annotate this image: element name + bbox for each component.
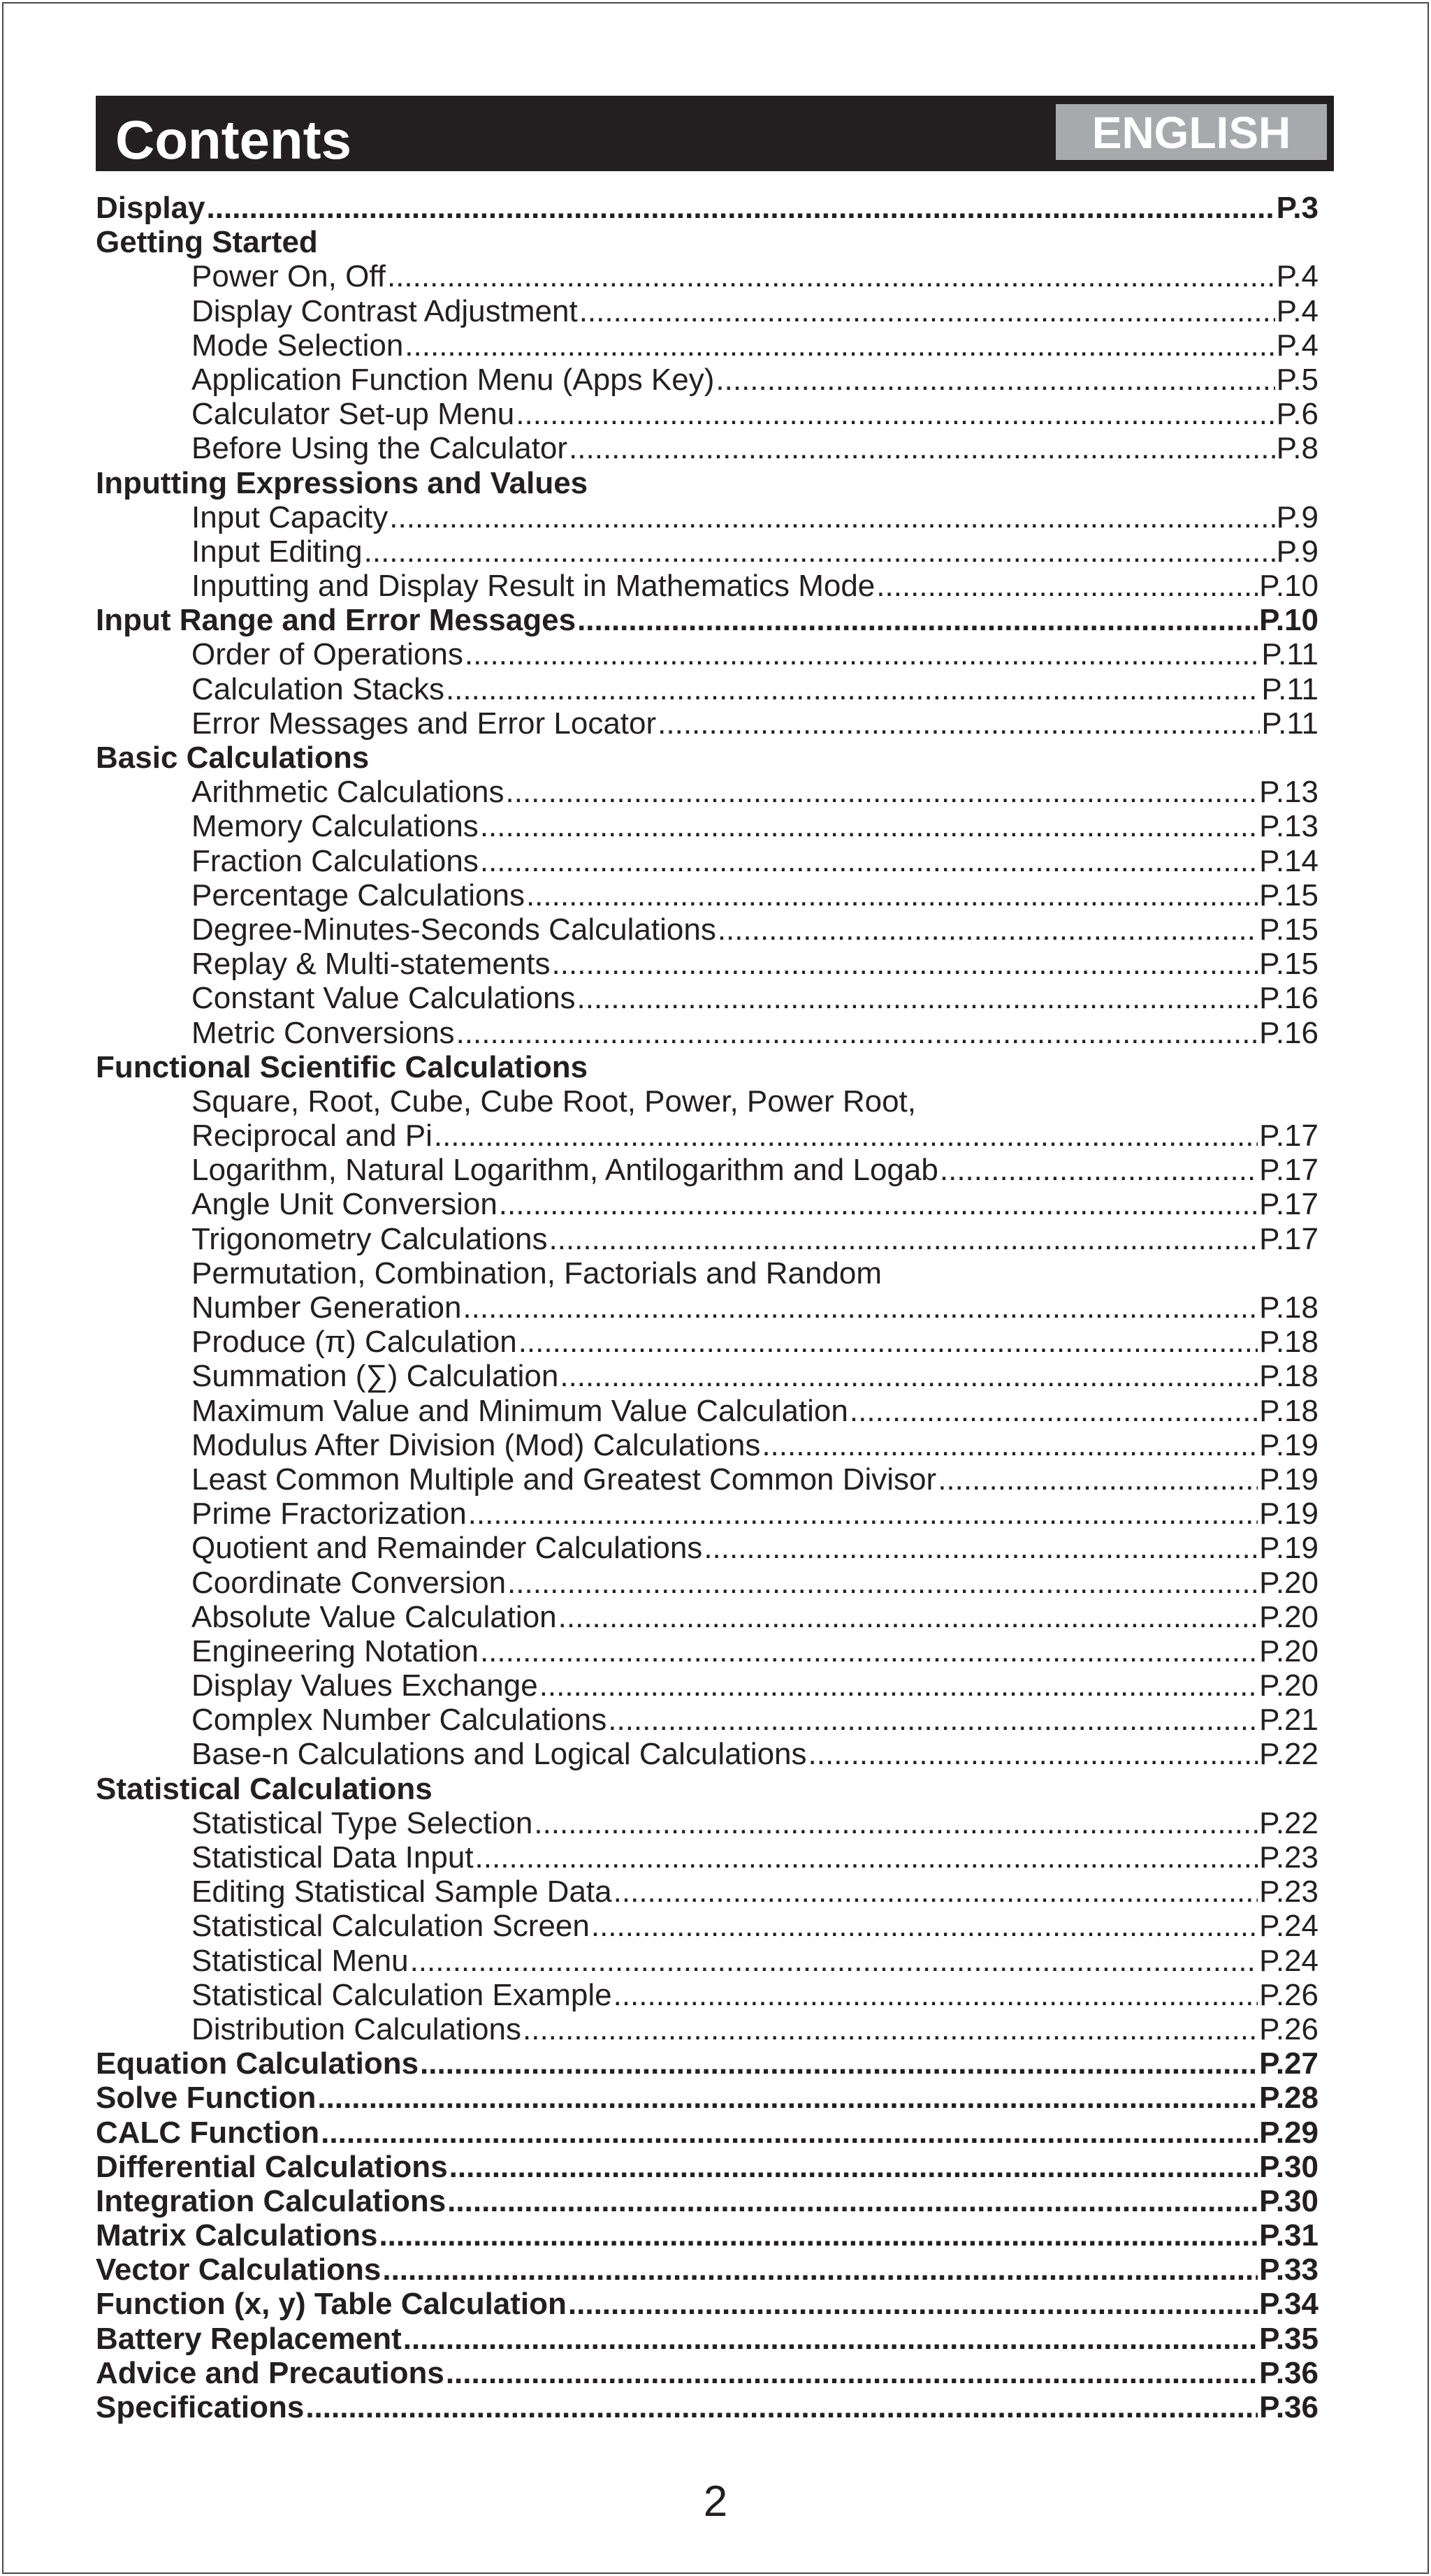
toc-entry	[96, 294, 1319, 328]
toc-entry-page: P.17	[1259, 1119, 1319, 1154]
toc-entry	[96, 1668, 1319, 1703]
toc-entry-page: P.11	[1261, 706, 1319, 741]
toc-entry	[96, 466, 1319, 500]
toc-entry-title: Permutation, Combination, Factorials and Random	[191, 1256, 882, 1290]
toc-entry	[96, 2184, 1319, 2218]
toc-entry-page: P.23	[1259, 1840, 1319, 1875]
toc-entry	[96, 328, 1319, 363]
dot-leader	[762, 1428, 1258, 1462]
toc-entry	[96, 1806, 1319, 1840]
dot-leader	[608, 1703, 1258, 1737]
toc-entry-title: Input Range and Error Messages	[96, 603, 576, 638]
toc-entry-page: P.26	[1259, 1977, 1319, 2012]
dot-leader	[718, 912, 1258, 947]
toc-entry-page: P.9	[1276, 534, 1319, 569]
dot-leader	[207, 191, 1275, 225]
toc-entry-title: Least Common Multiple and Greatest Common Divisor	[191, 1462, 937, 1497]
toc-entry	[96, 2322, 1319, 2356]
toc-entry-title: Statistical Calculation Screen	[191, 1909, 590, 1944]
toc-entry-title: Mode Selection	[191, 328, 404, 363]
toc-entry-page: P.17	[1259, 1153, 1319, 1188]
toc-entry-title: Error Messages and Error Locator	[191, 706, 657, 741]
toc-entry-title: Percentage Calculations	[191, 878, 525, 912]
toc-entry	[96, 397, 1319, 431]
dot-leader	[480, 1634, 1258, 1668]
toc-entry	[96, 259, 1319, 293]
toc-entry-title: CALC Function	[96, 2115, 320, 2150]
toc-entry-page: P.36	[1259, 2355, 1319, 2390]
toc-entry	[96, 947, 1319, 981]
toc-entry	[96, 672, 1319, 706]
toc-entry	[96, 1016, 1319, 1050]
toc-entry	[96, 981, 1319, 1015]
dot-leader	[558, 1600, 1258, 1634]
toc-entry-page: P.18	[1259, 1290, 1319, 1325]
dot-leader	[516, 397, 1274, 431]
toc-entry-title: Power On, Off	[191, 259, 386, 294]
toc-entry	[96, 1634, 1319, 1668]
dot-leader	[507, 1566, 1258, 1600]
toc-entry-title: Vector Calculations	[96, 2253, 382, 2287]
toc-entry	[96, 1737, 1319, 1771]
dot-leader	[526, 878, 1258, 912]
toc-entry	[96, 500, 1319, 534]
toc-entry-title: Coordinate Conversion	[191, 1565, 507, 1600]
toc-entry	[96, 569, 1319, 603]
toc-entry	[96, 2253, 1319, 2287]
toc-entry-title: Logarithm, Natural Logarithm, Antilogarithm and Log	[191, 1153, 904, 1188]
toc-entry-title: Display	[96, 191, 205, 225]
toc-entry	[96, 1256, 1319, 1290]
toc-entry-title: Statistical Calculation Example	[191, 1977, 612, 2012]
page-title: Contents	[115, 109, 351, 170]
toc-entry	[96, 637, 1319, 671]
toc-entry	[96, 1566, 1319, 1600]
toc-entry	[96, 2012, 1319, 2046]
toc-entry	[96, 1325, 1319, 1359]
toc-entry-page: P.19	[1259, 1462, 1319, 1497]
toc-entry	[96, 844, 1319, 878]
toc-entry	[96, 2150, 1319, 2184]
dot-leader	[403, 2322, 1258, 2356]
dot-leader	[523, 2012, 1258, 2046]
toc-entry	[96, 809, 1319, 843]
toc-entry-page: P.13	[1259, 775, 1319, 810]
toc-entry	[96, 431, 1319, 465]
toc-entry-title: Order of Operations	[191, 637, 463, 672]
toc-entry-title: Absolute Value Calculation	[191, 1599, 557, 1634]
toc-entry	[96, 1600, 1319, 1634]
toc-entry-title: Battery Replacement	[96, 2321, 402, 2356]
dot-leader	[658, 706, 1260, 741]
dot-leader	[506, 775, 1258, 809]
dot-leader	[468, 1497, 1258, 1531]
toc-entry-page: P.15	[1259, 878, 1319, 912]
toc-entry-title: Base-n Calculations and Logical Calculations	[191, 1737, 807, 1772]
toc-entry-page: P.9	[1276, 500, 1319, 534]
toc-entry-page: P.23	[1259, 1875, 1319, 1909]
toc-entry	[96, 1084, 1319, 1119]
toc-entry	[96, 2356, 1319, 2390]
toc-entry-title: Getting Started	[96, 225, 318, 260]
toc-entry-title: Function (x, y) Table Calculation	[96, 2287, 567, 2322]
toc-entry-title: Angle Unit Conversion	[191, 1187, 497, 1222]
contents-header	[96, 96, 1334, 171]
dot-leader	[716, 363, 1274, 397]
toc-entry-title: Statistical Calculations	[96, 1771, 433, 1806]
toc-entry-title: Quotient and Remainder Calculations	[191, 1531, 703, 1566]
toc-entry-title: Maximum Value and Minimum Value Calculation	[191, 1393, 848, 1428]
toc-entry-page: P.22	[1259, 1737, 1319, 1772]
toc-entry-page: P.10	[1259, 603, 1319, 638]
toc-entry	[96, 1909, 1319, 1943]
toc-entry	[96, 2218, 1319, 2253]
toc-entry	[96, 603, 1319, 637]
toc-entry-page: P.34	[1259, 2287, 1319, 2322]
dot-leader	[568, 2287, 1258, 2321]
toc-entry-title: Produce (π) Calculation	[191, 1325, 517, 1360]
toc-entry	[96, 1050, 1319, 1084]
toc-entry-title: Calculation Stacks	[191, 671, 444, 706]
toc-entry-title: Trigonometry Calculations	[191, 1221, 548, 1256]
toc-entry	[96, 1531, 1319, 1565]
dot-leader	[382, 2253, 1258, 2287]
toc-entry-page: P.15	[1259, 912, 1319, 947]
dot-leader	[410, 1944, 1258, 1978]
toc-entry	[96, 706, 1319, 741]
toc-entry-page: P.14	[1259, 843, 1319, 878]
toc-entry-page: P.4	[1276, 328, 1319, 363]
toc-entry-page: P.19	[1259, 1531, 1319, 1566]
toc-entry-page: P.18	[1259, 1359, 1319, 1394]
toc-entry-title: Display Contrast Adjustment	[191, 293, 578, 328]
toc-entry-page: P.4	[1276, 293, 1319, 328]
dot-leader	[434, 1119, 1258, 1153]
dot-leader	[465, 637, 1261, 671]
dot-leader	[560, 1359, 1258, 1393]
toc-entry-title: Integration Calculations	[96, 2183, 446, 2218]
toc-entry-page: P.10	[1259, 569, 1319, 604]
toc-entry-page: P.19	[1259, 1427, 1319, 1462]
dot-leader	[613, 1978, 1258, 2012]
dot-leader	[463, 1290, 1258, 1325]
toc-entry-title: Display Values Exchange	[191, 1668, 538, 1703]
toc-entry-title: Functional Scientific Calculations	[96, 1049, 588, 1084]
toc-entry-page: P.24	[1259, 1943, 1319, 1978]
toc-entry-page: P.24	[1259, 1909, 1319, 1944]
toc-entry	[96, 1497, 1319, 1531]
toc-entry-page: P.16	[1259, 1015, 1319, 1050]
toc-entry-page: P.20	[1259, 1668, 1319, 1703]
toc-entry	[96, 878, 1319, 912]
toc-entry	[96, 2287, 1319, 2321]
toc-entry-title: Statistical Type Selection	[191, 1805, 533, 1840]
toc-entry	[96, 1187, 1319, 1221]
toc-entry-title: Specifications	[96, 2390, 305, 2424]
toc-entry-title: Solve Function	[96, 2081, 317, 2116]
dot-leader	[447, 2184, 1258, 2218]
page-number: 2	[703, 2477, 728, 2526]
table-of-contents	[96, 191, 1319, 2424]
toc-entry	[96, 534, 1319, 569]
toc-entry-page: P.17	[1259, 1221, 1319, 1256]
toc-entry	[96, 225, 1319, 259]
dot-leader	[379, 2218, 1258, 2253]
toc-entry-page: P.5	[1276, 362, 1319, 397]
toc-entry-title: Before Using the Calculator	[191, 431, 568, 466]
toc-entry-page: P.3	[1276, 191, 1319, 225]
dot-leader	[317, 2081, 1258, 2115]
toc-entry-title: Square, Root, Cube, Cube Root, Power, Power Root,	[191, 1084, 917, 1119]
toc-entry	[96, 2081, 1319, 2115]
toc-entry-page: P.33	[1259, 2253, 1319, 2287]
toc-entry: Logarithm, Natural Logarithm, Antilogarithm and Log a b ..... P.17	[96, 1153, 1319, 1187]
toc-entry-page: P.15	[1259, 947, 1319, 982]
toc-entry-title: Distribution Calculations	[191, 2011, 521, 2046]
toc-entry-page: P.31	[1259, 2218, 1319, 2253]
dot-leader	[552, 947, 1258, 981]
dot-leader	[577, 981, 1258, 1015]
toc-entry	[96, 1462, 1319, 1497]
toc-entry-page: P.22	[1259, 1805, 1319, 1840]
toc-entry-title: Summation (∑) Calculation	[191, 1359, 559, 1394]
dot-leader	[850, 1394, 1258, 1428]
dot-leader	[591, 1909, 1258, 1943]
toc-entry-title: Fraction Calculations	[191, 843, 479, 878]
dot-leader	[305, 2390, 1258, 2424]
toc-entry-page: P.4	[1276, 259, 1319, 294]
toc-entry	[96, 1772, 1319, 1806]
dot-leader	[446, 2356, 1258, 2390]
dot-leader	[534, 1806, 1258, 1840]
toc-entry	[96, 1978, 1319, 2012]
toc-entry	[96, 363, 1319, 397]
toc-entry-page: P.16	[1259, 981, 1319, 1016]
toc-entry	[96, 1394, 1319, 1428]
toc-entry	[96, 1359, 1319, 1393]
toc-entry	[96, 741, 1319, 775]
dot-leader	[364, 534, 1275, 569]
dot-leader	[446, 672, 1260, 706]
toc-entry-page: P.13	[1259, 809, 1319, 844]
toc-entry-title: Matrix Calculations	[96, 2218, 378, 2253]
toc-entry	[96, 1222, 1319, 1256]
toc-entry-title: Degree-Minutes-Seconds Calculations	[191, 912, 716, 947]
toc-entry-page: P.20	[1259, 1565, 1319, 1600]
dot-leader	[704, 1531, 1258, 1565]
toc-entry-page: P.30	[1259, 2183, 1319, 2218]
toc-entry-title: Equation Calculations	[96, 2046, 419, 2081]
dot-leader	[420, 2046, 1258, 2081]
toc-entry	[96, 1840, 1319, 1875]
dot-leader	[579, 294, 1275, 328]
toc-entry-page: P.35	[1259, 2321, 1319, 2356]
toc-entry-page: P.8	[1276, 431, 1319, 466]
toc-entry	[96, 191, 1319, 225]
toc-entry	[96, 2046, 1319, 2081]
toc-entry-page: P.18	[1259, 1393, 1319, 1428]
toc-entry-title: Arithmetic Calculations	[191, 775, 504, 810]
toc-entry-title: Advice and Precautions	[96, 2355, 444, 2390]
toc-entry-page: P.18	[1259, 1325, 1319, 1360]
toc-entry	[96, 1875, 1319, 1909]
toc-entry-title: Input Capacity	[191, 500, 388, 534]
toc-entry-page: P.27	[1259, 2046, 1319, 2081]
toc-entry-page: P.29	[1259, 2115, 1319, 2150]
dot-leader	[518, 1325, 1258, 1359]
toc-entry-page: P.20	[1259, 1599, 1319, 1634]
toc-entry	[96, 1944, 1319, 1978]
toc-entry-page: P.20	[1259, 1633, 1319, 1668]
toc-entry-title: Metric Conversions	[191, 1015, 455, 1050]
toc-entry	[96, 2116, 1319, 2150]
dot-leader	[569, 431, 1275, 465]
toc-entry-title: Inputting and Display Result in Mathematics Mode	[191, 569, 876, 604]
dot-leader	[456, 1016, 1258, 1050]
dot-leader	[389, 500, 1274, 534]
toc-entry-title: Inputting Expressions and Values	[96, 465, 588, 500]
toc-entry-title: Engineering Notation	[191, 1633, 479, 1668]
dot-leader	[940, 1153, 1258, 1187]
toc-entry-title: Memory Calculations	[191, 809, 479, 844]
toc-entry	[96, 1290, 1319, 1325]
dot-leader	[405, 328, 1274, 363]
toc-entry-title: Prime Fractorization	[191, 1497, 467, 1531]
toc-entry-page: P.30	[1259, 2149, 1319, 2184]
toc-entry-title: Calculator Set-up Menu	[191, 397, 515, 432]
toc-entry-title: Number Generation	[191, 1290, 462, 1325]
toc-entry-page: P.21	[1259, 1703, 1319, 1738]
toc-entry	[96, 1428, 1319, 1462]
toc-entry	[96, 1119, 1319, 1153]
toc-entry-title: Reciprocal and Pi	[191, 1119, 433, 1154]
dot-leader	[387, 259, 1275, 293]
toc-entry-page: P.19	[1259, 1497, 1319, 1531]
dot-leader	[449, 2150, 1258, 2184]
dot-leader	[475, 1840, 1258, 1875]
toc-entry-title: Replay & Multi-statements	[191, 947, 551, 982]
toc-entry-page: P.6	[1276, 397, 1319, 432]
toc-entry	[96, 912, 1319, 947]
toc-entry	[96, 1703, 1319, 1737]
toc-entry-page: P.11	[1261, 671, 1319, 706]
toc-entry-title: Differential Calculations	[96, 2149, 448, 2184]
dot-leader	[480, 844, 1258, 878]
toc-entry-page: P.17	[1259, 1187, 1319, 1222]
toc-entry-page: P.28	[1259, 2081, 1319, 2116]
toc-entry-title: Application Function Menu (Apps Key)	[191, 362, 715, 397]
dot-leader	[499, 1187, 1258, 1221]
toc-entry	[96, 2390, 1319, 2424]
toc-entry-page: P.36	[1259, 2390, 1319, 2424]
toc-entry	[96, 775, 1319, 809]
dot-leader	[613, 1875, 1258, 1909]
dot-leader	[539, 1668, 1258, 1703]
toc-entry-title: Input Editing	[191, 534, 363, 569]
dot-leader	[480, 809, 1258, 843]
dot-leader	[321, 2116, 1258, 2150]
dot-leader	[938, 1462, 1258, 1497]
dot-leader	[876, 569, 1258, 603]
toc-entry-title: Editing Statistical Sample Data	[191, 1875, 612, 1909]
toc-entry-page: P.11	[1261, 637, 1319, 672]
toc-entry-page: P.26	[1259, 2011, 1319, 2046]
language-badge: ENGLISH	[1056, 104, 1327, 160]
toc-entry-title: Statistical Data Input	[191, 1840, 474, 1875]
toc-entry-title: Modulus After Division (Mod) Calculations	[191, 1427, 761, 1462]
dot-leader	[577, 603, 1258, 637]
toc-entry-title: Constant Value Calculations	[191, 981, 576, 1016]
toc-entry-title: Basic Calculations	[96, 741, 370, 775]
toc-entry-title: Complex Number Calculations	[191, 1703, 607, 1738]
toc-entry-title: Statistical Menu	[191, 1943, 409, 1978]
dot-leader	[808, 1737, 1258, 1771]
toc-entry-suffix: b	[921, 1153, 938, 1188]
dot-leader	[549, 1222, 1258, 1256]
